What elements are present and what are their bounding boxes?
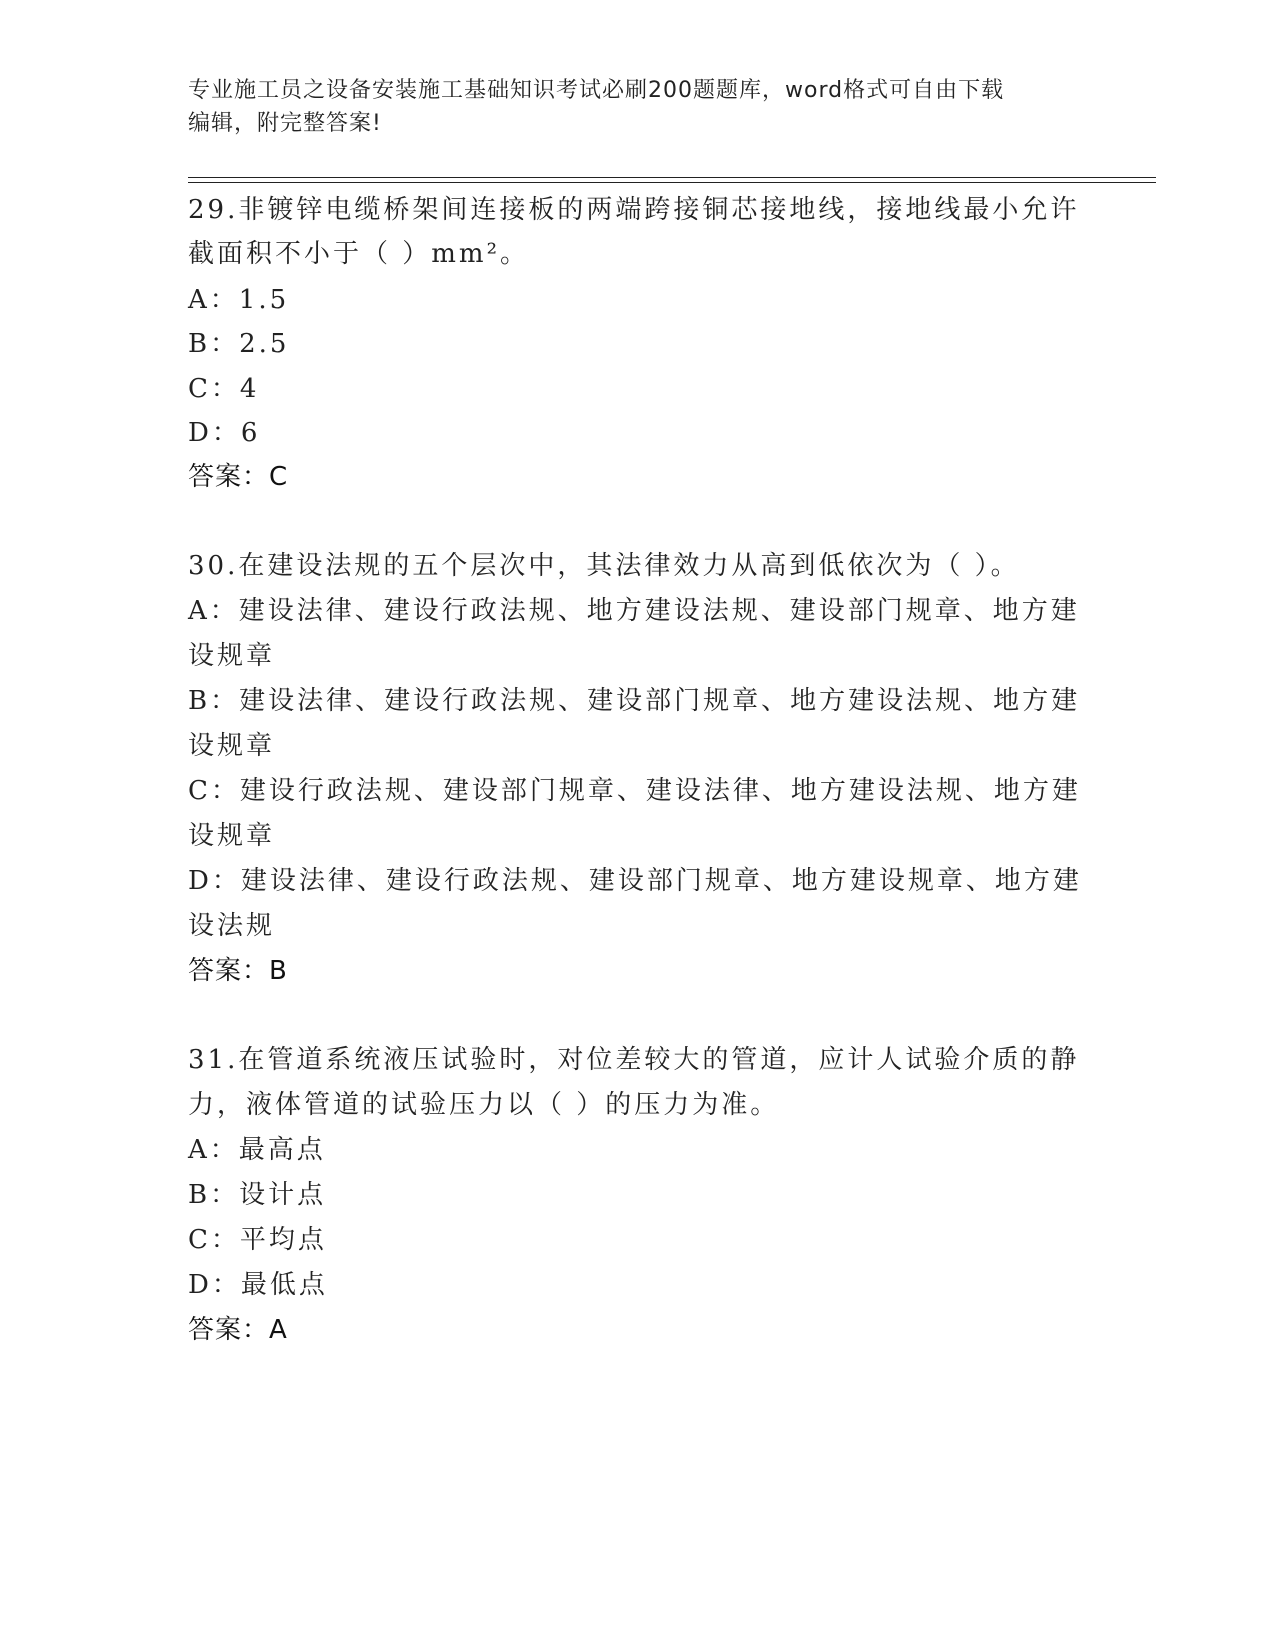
question-stem-line: 力，液体管道的试验压力以（ ）的压力为准。 (188, 1090, 780, 1120)
question-stem-line: 29.非镀锌电缆桥架间连接板的两端跨接铜芯接地线，接地线最小允许 (188, 195, 1080, 225)
header-line-2: 编辑，附完整答案! (188, 111, 382, 136)
question-stem-line: 30.在建设法规的五个层次中，其法律效力从高到低依次为（ ）。 (188, 551, 1020, 581)
option-d-continued: 设法规 (188, 911, 276, 941)
answer-label: 答案：B (188, 956, 288, 986)
option-c: C：4 (188, 374, 260, 404)
option-c-continued: 设规章 (188, 821, 276, 851)
option-b: B：设计点 (188, 1180, 327, 1210)
document-header (188, 74, 1078, 140)
question-stem-line: 截面积不小于（ ）mm²。 (188, 239, 529, 269)
option-b: B：2.5 (188, 329, 290, 359)
header-divider-bottom (188, 182, 1156, 183)
answer-label: 答案：C (188, 462, 289, 492)
option-a: A：最高点 (188, 1135, 326, 1165)
option-d: D：最低点 (188, 1270, 328, 1300)
option-d: D：6 (188, 418, 261, 448)
option-a: A：1.5 (188, 285, 290, 315)
option-d: D：建设法律、建设行政法规、建设部门规章、地方建设规章、地方建 (188, 866, 1082, 896)
option-c: C：平均点 (188, 1225, 327, 1255)
option-b-continued: 设规章 (188, 731, 276, 761)
option-b: B：建设法律、建设行政法规、建设部门规章、地方建设法规、地方建 (188, 686, 1081, 716)
option-c: C：建设行政法规、建设部门规章、建设法律、地方建设法规、地方建 (188, 776, 1081, 806)
header-line-1: 专业施工员之设备安装施工基础知识考试必刷200题题库，word格式可自由下载 (188, 78, 1005, 103)
answer-label: 答案：A (188, 1315, 288, 1345)
question-stem-line: 31.在管道系统液压试验时，对位差较大的管道，应计人试验介质的静 (188, 1045, 1080, 1075)
option-a: A：建设法律、建设行政法规、地方建设法规、建设部门规章、地方建 (188, 596, 1080, 626)
option-a-continued: 设规章 (188, 641, 276, 671)
header-divider-top (188, 177, 1156, 178)
